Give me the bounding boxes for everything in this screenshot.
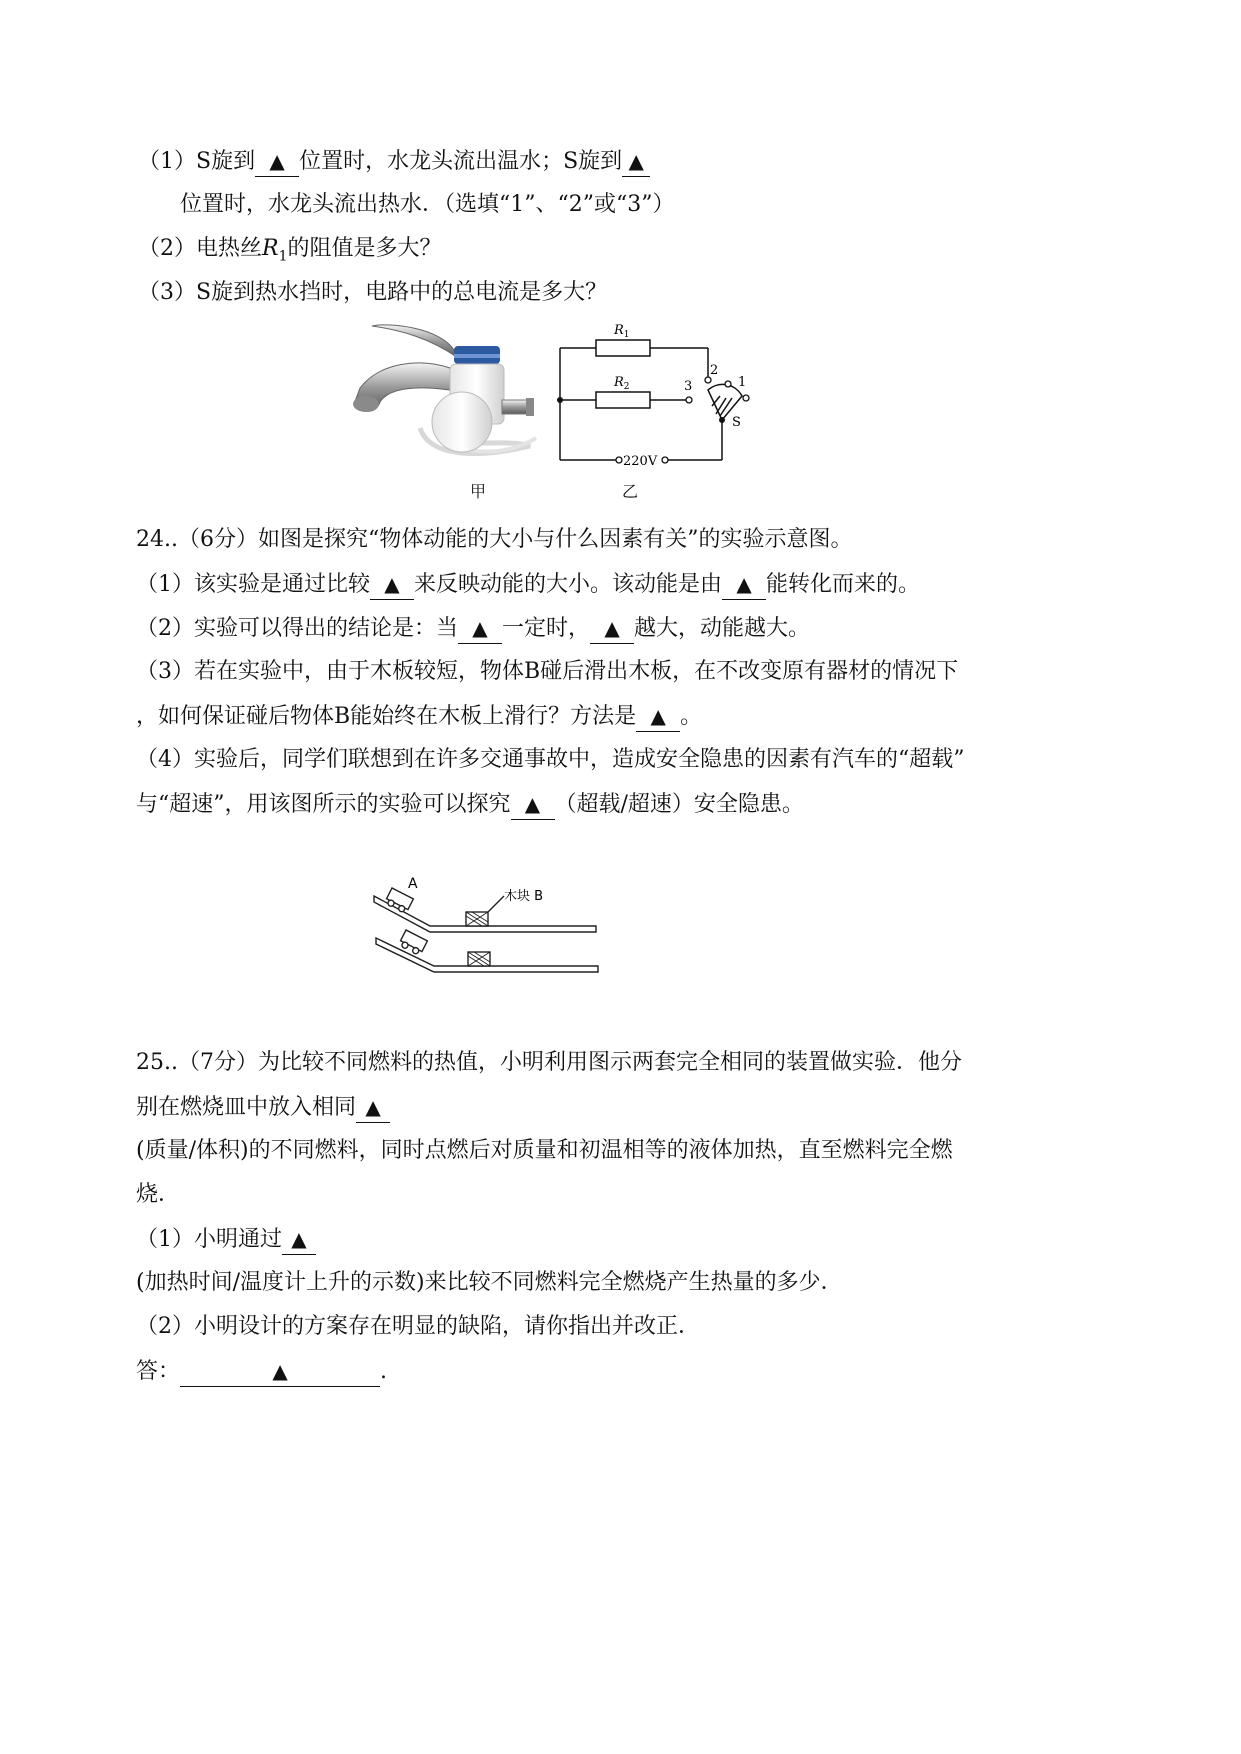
resistor-r2 bbox=[596, 392, 650, 408]
faucet-photo bbox=[350, 318, 540, 464]
q25-answer: 答： ▲ . bbox=[136, 1356, 387, 1387]
answer-blank[interactable]: ▲ bbox=[722, 569, 766, 600]
q23-part1-line1: （1）S旋到 ▲ 位置时，水龙头流出温水；S旋到 ▲ bbox=[138, 146, 650, 177]
node-2-label: 2 bbox=[710, 363, 719, 378]
switch-label: S bbox=[732, 415, 741, 430]
answer-blank[interactable]: ▲ bbox=[180, 1356, 380, 1387]
q24-part2: （2）实验可以得出的结论是：当 ▲ 一定时， ▲ 越大，动能越大。 bbox=[136, 613, 810, 644]
answer-blank[interactable]: ▲ bbox=[255, 146, 299, 177]
circuit-diagram bbox=[550, 318, 760, 468]
resistor-r1 bbox=[596, 340, 650, 356]
answer-blank[interactable]: ▲ bbox=[590, 613, 634, 644]
q23-part1-line2: 位置时，水龙头流出热水．（选填“1”、“2”或“3”） bbox=[180, 192, 675, 217]
answer-blank[interactable]: ▲ bbox=[622, 146, 650, 177]
q25-stem-line2: 别在燃烧皿中放入相同 ▲ bbox=[136, 1092, 390, 1123]
q24-part4-line1: （4）实验后，同学们联想到在许多交通事故中，造成安全隐患的因素有汽车的“超载” bbox=[136, 747, 965, 772]
ramp-experiment-diagram bbox=[370, 866, 610, 984]
q24-part3-line2: ，如何保证碰后物体B能始终在木板上滑行？方法是 ▲ 。 bbox=[136, 701, 702, 732]
answer-blank[interactable]: ▲ bbox=[370, 569, 414, 600]
q25-stem-line4: 烧． bbox=[136, 1182, 181, 1207]
q25-stem-line1: 25..（7分）为比较不同燃料的热值，小明利用图示两套完全相同的装置做实验．他分 bbox=[136, 1050, 962, 1075]
q25-part1-line1: （1）小明通过 ▲ bbox=[136, 1224, 316, 1255]
answer-blank[interactable]: ▲ bbox=[636, 701, 680, 732]
node-3-label: 3 bbox=[684, 379, 693, 394]
answer-blank[interactable]: ▲ bbox=[282, 1224, 316, 1255]
answer-blank[interactable]: ▲ bbox=[356, 1092, 390, 1123]
r1-label: $R_1$ bbox=[614, 323, 630, 340]
q24-part3-line1: （3）若在实验中，由于木板较短，物体B碰后滑出木板，在不改变原有器材的情况下 bbox=[136, 659, 959, 684]
answer-blank[interactable]: ▲ bbox=[458, 613, 502, 644]
cart-a-label: A bbox=[408, 876, 418, 892]
answer-blank[interactable]: ▲ bbox=[511, 789, 555, 820]
q24-part4-line2: 与“超速”，用该图所示的实验可以探究 ▲ （超载/超速）安全隐患。 bbox=[136, 789, 804, 820]
q24-part1: （1）该实验是通过比较 ▲ 来反映动能的大小。该动能是由 ▲ 能转化而来的。 bbox=[136, 569, 920, 600]
q23-part2: （2）电热丝$R_1$的阻值是多大？ bbox=[138, 236, 442, 265]
voltage-label: 220V bbox=[623, 454, 658, 468]
figure-caption-left: 甲 bbox=[470, 482, 487, 501]
q25-part1-line2: (加热时间/温度计上升的示数)来比较不同燃料完全燃烧产生热量的多少． bbox=[136, 1270, 843, 1295]
q23-part3: （3）S旋到热水挡时，电路中的总电流是多大？ bbox=[138, 280, 608, 305]
node-1-label: 1 bbox=[738, 375, 747, 390]
block-b-label: 木块 B bbox=[504, 889, 544, 904]
r2-label: $R_2$ bbox=[614, 375, 630, 392]
q24-stem: 24..（6分）如图是探究“物体动能的大小与什么因素有关”的实验示意图。 bbox=[136, 527, 853, 552]
q25-part2: （2）小明设计的方案存在明显的缺陷，请你指出并改正． bbox=[136, 1314, 700, 1339]
q25-stem-line3: (质量/体积)的不同燃料，同时点燃后对质量和初温相等的液体加热，直至燃料完全燃 bbox=[136, 1138, 953, 1163]
figure-caption-right: 乙 bbox=[622, 482, 639, 501]
